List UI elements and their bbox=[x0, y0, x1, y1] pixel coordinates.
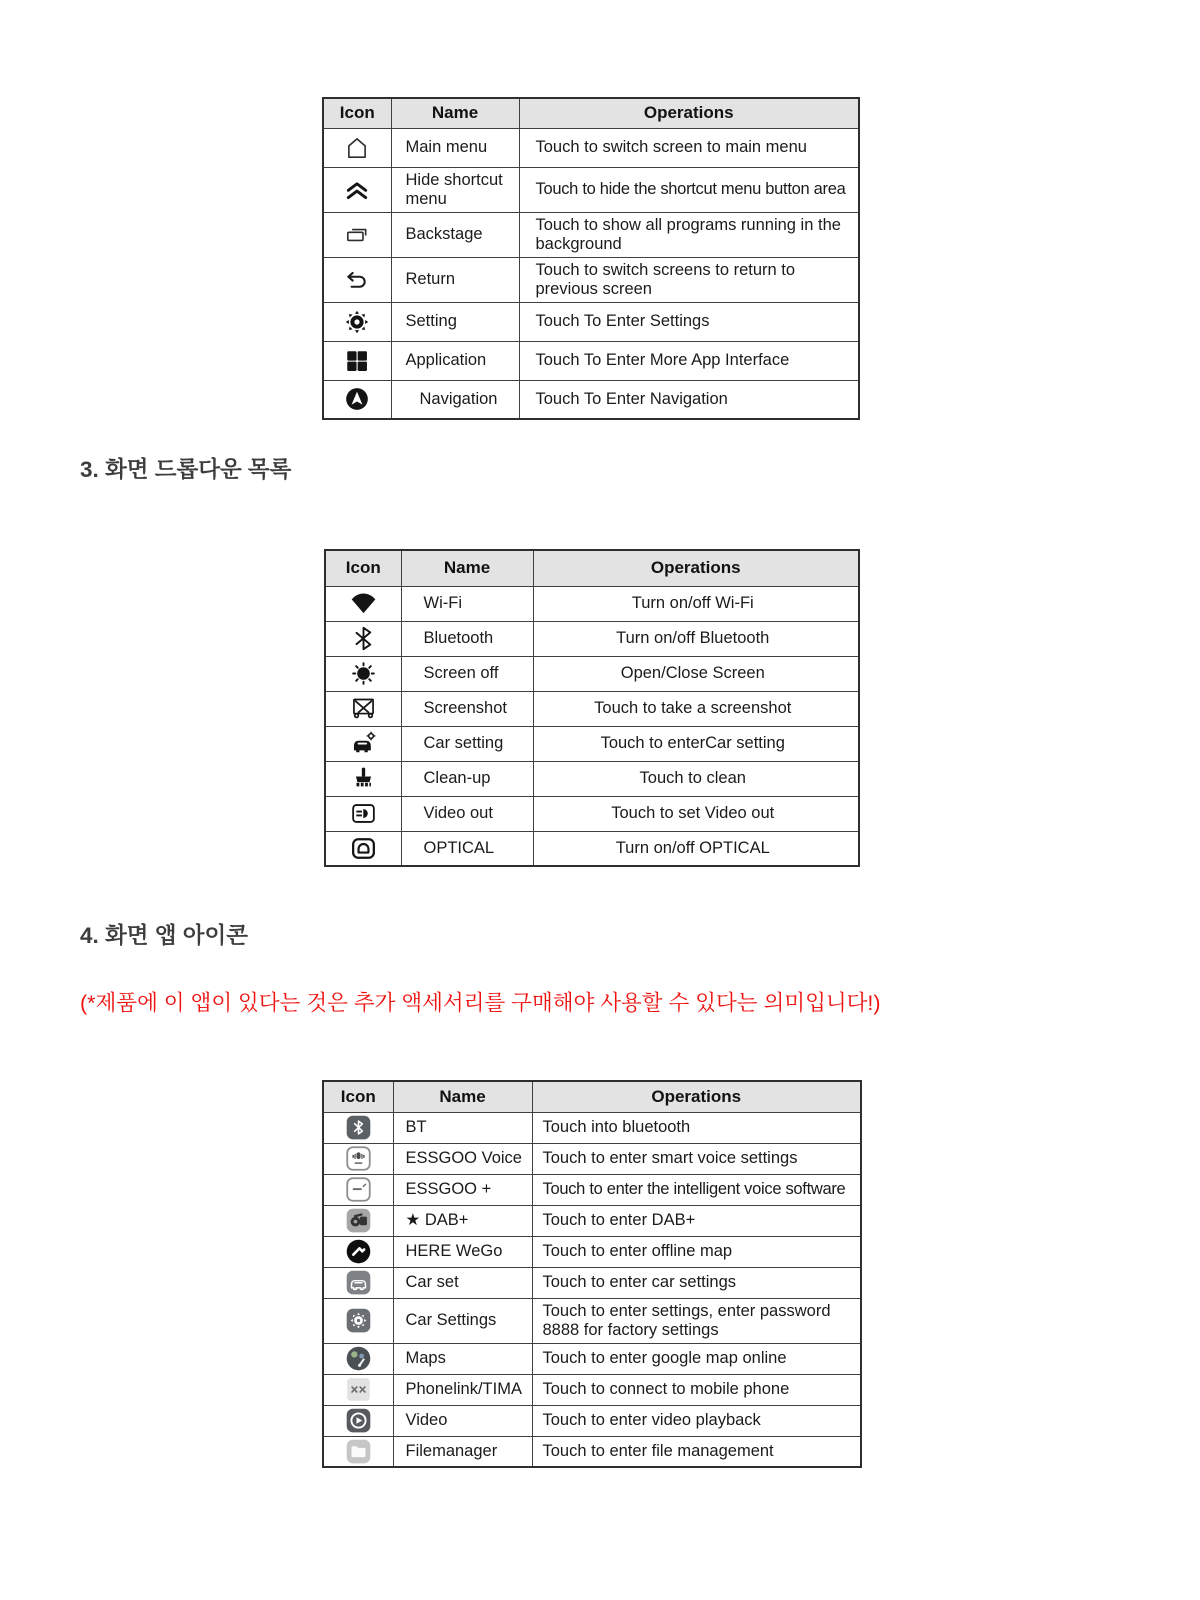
table-row bbox=[325, 586, 859, 621]
operations-cell: Touch into bluetooth bbox=[532, 1112, 861, 1143]
table-row bbox=[325, 761, 859, 796]
section-4-heading: 4. 화면 앱 아이콘 bbox=[80, 923, 248, 948]
video-icon bbox=[345, 1407, 372, 1434]
main-menu-icon bbox=[344, 135, 370, 161]
table-row bbox=[323, 1343, 861, 1374]
essgoo-plus-icon bbox=[345, 1176, 372, 1203]
column-header: Icon bbox=[323, 98, 391, 128]
operations-cell: Touch to switch screens to return to previous screen bbox=[519, 257, 859, 302]
icon-cell bbox=[323, 1112, 393, 1143]
icon-cell bbox=[323, 1374, 393, 1405]
section-3-heading: 3. 화면 드롭다운 목록 bbox=[80, 457, 292, 482]
operations-cell: Touch to clean bbox=[533, 761, 859, 796]
operations-cell: Touch to switch screen to main menu bbox=[519, 128, 859, 167]
dropdown-list-table bbox=[324, 549, 860, 867]
operations-cell: Touch to enterCar setting bbox=[533, 726, 859, 761]
icon-cell bbox=[323, 1267, 393, 1298]
table-row bbox=[325, 691, 859, 726]
table-row bbox=[323, 1436, 861, 1467]
icon-cell bbox=[323, 1298, 393, 1343]
operations-cell: Touch to hide the shortcut menu button area bbox=[519, 167, 859, 212]
column-header: Operations bbox=[532, 1081, 861, 1112]
backstage-icon bbox=[344, 222, 370, 248]
icon-cell bbox=[323, 1205, 393, 1236]
table-row bbox=[323, 1112, 861, 1143]
table-row bbox=[323, 1374, 861, 1405]
name-cell: Navigation bbox=[391, 380, 519, 419]
table-row bbox=[325, 621, 859, 656]
wifi-icon bbox=[350, 590, 377, 617]
name-cell: Car set bbox=[393, 1267, 532, 1298]
app-icons-table bbox=[322, 1080, 862, 1468]
operations-cell: Touch to connect to mobile phone bbox=[532, 1374, 861, 1405]
table-row bbox=[325, 796, 859, 831]
name-cell: Setting bbox=[391, 302, 519, 341]
clean-up-icon bbox=[350, 765, 377, 792]
column-header: Operations bbox=[519, 98, 859, 128]
name-cell: Clean-up bbox=[401, 761, 533, 796]
name-cell: Backstage bbox=[391, 212, 519, 257]
shortcut-menu-table bbox=[322, 97, 860, 420]
hide-shortcut-icon bbox=[344, 177, 370, 203]
return-icon bbox=[344, 267, 370, 293]
operations-cell: Touch to enter google map online bbox=[532, 1343, 861, 1374]
setting-icon bbox=[344, 309, 370, 335]
name-cell: Main menu bbox=[391, 128, 519, 167]
icon-cell bbox=[325, 831, 401, 866]
name-cell: Wi-Fi bbox=[401, 586, 533, 621]
screenshot-icon bbox=[350, 695, 377, 722]
table-row bbox=[323, 128, 859, 167]
filemanager-icon bbox=[345, 1438, 372, 1465]
icon-cell bbox=[325, 656, 401, 691]
table-row bbox=[323, 1298, 861, 1343]
table-row bbox=[325, 831, 859, 866]
icon-cell bbox=[323, 1236, 393, 1267]
screen-off-icon bbox=[350, 660, 377, 687]
bt-app-icon bbox=[345, 1114, 372, 1141]
icon-cell bbox=[323, 341, 391, 380]
operations-cell: Touch to enter settings, enter password 8888 for factory settings bbox=[532, 1298, 861, 1343]
icon-cell bbox=[323, 1436, 393, 1467]
name-cell: ESSGOO Voice bbox=[393, 1143, 532, 1174]
column-header: Icon bbox=[325, 550, 401, 586]
video-out-icon bbox=[350, 800, 377, 827]
operations-cell: Touch To Enter Settings bbox=[519, 302, 859, 341]
header-row bbox=[325, 550, 859, 586]
operations-cell: Turn on/off Bluetooth bbox=[533, 621, 859, 656]
header-row bbox=[323, 1081, 861, 1112]
name-cell: Screen off bbox=[401, 656, 533, 691]
car-setting-icon bbox=[350, 730, 377, 757]
operations-cell: Touch to enter the intelligent voice software bbox=[532, 1174, 861, 1205]
table-row bbox=[325, 726, 859, 761]
name-cell: Maps bbox=[393, 1343, 532, 1374]
table-row bbox=[323, 1143, 861, 1174]
operations-cell: Touch To Enter Navigation bbox=[519, 380, 859, 419]
phonelink-icon bbox=[345, 1376, 372, 1403]
name-cell: Application bbox=[391, 341, 519, 380]
table-row bbox=[323, 1174, 861, 1205]
icon-cell bbox=[323, 257, 391, 302]
operations-cell: Touch to show all programs running in the background bbox=[519, 212, 859, 257]
name-cell: Video bbox=[393, 1405, 532, 1436]
operations-cell: Turn on/off OPTICAL bbox=[533, 831, 859, 866]
name-cell: Car Settings bbox=[393, 1298, 532, 1343]
icon-cell bbox=[323, 302, 391, 341]
table-row bbox=[323, 1236, 861, 1267]
header-row bbox=[323, 98, 859, 128]
operations-cell: Touch to enter DAB+ bbox=[532, 1205, 861, 1236]
operations-cell: Open/Close Screen bbox=[533, 656, 859, 691]
icon-cell bbox=[323, 1143, 393, 1174]
operations-cell: Touch to enter video playback bbox=[532, 1405, 861, 1436]
name-cell: Video out bbox=[401, 796, 533, 831]
name-cell: Hide shortcut menu bbox=[391, 167, 519, 212]
table-row bbox=[323, 257, 859, 302]
application-icon bbox=[344, 348, 370, 374]
dab-icon bbox=[345, 1207, 372, 1234]
name-cell: BT bbox=[393, 1112, 532, 1143]
operations-cell: Touch to set Video out bbox=[533, 796, 859, 831]
name-cell: ESSGOO + bbox=[393, 1174, 532, 1205]
table-row bbox=[323, 1205, 861, 1236]
table-row bbox=[323, 1405, 861, 1436]
icon-cell bbox=[325, 691, 401, 726]
table-row bbox=[323, 380, 859, 419]
optical-icon bbox=[350, 835, 377, 862]
operations-cell: Touch to enter smart voice settings bbox=[532, 1143, 861, 1174]
column-header: Name bbox=[401, 550, 533, 586]
table-row bbox=[323, 1267, 861, 1298]
table-row bbox=[323, 302, 859, 341]
name-cell: Car setting bbox=[401, 726, 533, 761]
here-wego-icon bbox=[345, 1238, 372, 1265]
icon-cell bbox=[323, 128, 391, 167]
name-cell: Screenshot bbox=[401, 691, 533, 726]
car-set-icon bbox=[345, 1269, 372, 1296]
column-header: Name bbox=[393, 1081, 532, 1112]
essgoo-voice-icon bbox=[345, 1145, 372, 1172]
icon-cell bbox=[323, 1343, 393, 1374]
name-cell: OPTICAL bbox=[401, 831, 533, 866]
icon-cell bbox=[325, 796, 401, 831]
icon-cell bbox=[323, 212, 391, 257]
operations-cell: Touch to enter offline map bbox=[532, 1236, 861, 1267]
icon-cell bbox=[323, 1405, 393, 1436]
name-cell: Phonelink/TIMA bbox=[393, 1374, 532, 1405]
icon-cell bbox=[323, 1174, 393, 1205]
icon-cell bbox=[323, 380, 391, 419]
name-cell: Return bbox=[391, 257, 519, 302]
name-cell: ★ DAB+ bbox=[393, 1205, 532, 1236]
bluetooth-icon bbox=[350, 625, 377, 652]
icon-cell bbox=[325, 621, 401, 656]
name-cell: HERE WeGo bbox=[393, 1236, 532, 1267]
column-header: Operations bbox=[533, 550, 859, 586]
operations-cell: Touch to take a screenshot bbox=[533, 691, 859, 726]
car-settings-icon bbox=[345, 1307, 372, 1334]
accessory-note: (*제품에 이 앱이 있다는 것은 추가 액세서리를 구매해야 사용할 수 있다는 의미입니다!) bbox=[80, 991, 881, 1015]
column-header: Icon bbox=[323, 1081, 393, 1112]
table-row bbox=[323, 341, 859, 380]
name-cell: Filemanager bbox=[393, 1436, 532, 1467]
maps-icon bbox=[345, 1345, 372, 1372]
operations-cell: Touch to enter car settings bbox=[532, 1267, 861, 1298]
icon-cell bbox=[323, 167, 391, 212]
navigation-icon bbox=[344, 386, 370, 412]
operations-cell: Touch to enter file management bbox=[532, 1436, 861, 1467]
icon-cell bbox=[325, 586, 401, 621]
table-row bbox=[323, 212, 859, 257]
icon-cell bbox=[325, 761, 401, 796]
column-header: Name bbox=[391, 98, 519, 128]
icon-cell bbox=[325, 726, 401, 761]
operations-cell: Touch To Enter More App Interface bbox=[519, 341, 859, 380]
operations-cell: Turn on/off Wi-Fi bbox=[533, 586, 859, 621]
table-row bbox=[325, 656, 859, 691]
name-cell: Bluetooth bbox=[401, 621, 533, 656]
table-row bbox=[323, 167, 859, 212]
